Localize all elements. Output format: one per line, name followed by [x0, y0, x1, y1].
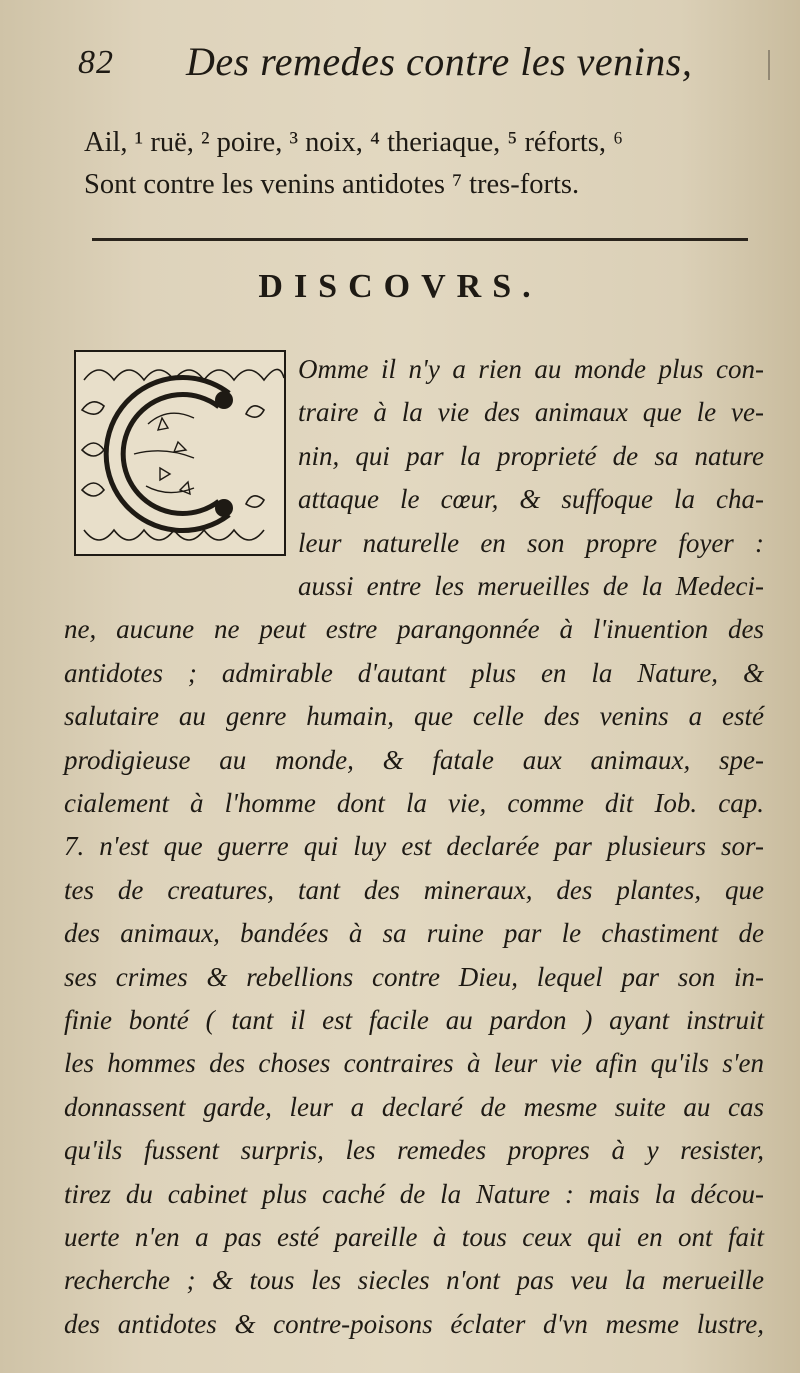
page-edge-mark [768, 50, 778, 80]
horizontal-rule [92, 238, 748, 241]
text-line: cialement à l'homme dont la vie, comme dit Iob. cap. [64, 788, 764, 818]
text-line: attaque le cœur, & suffoque la cha- [298, 484, 764, 515]
text-line: 7. n'est que guerre qui luy est declarée par plusieurs sor- [64, 831, 764, 862]
discourse-text [0, 348, 800, 1348]
section-title: DISCOVRS. [258, 268, 542, 305]
text-line: salutaire au genre humain, que celle des venins a esté [64, 701, 764, 732]
verse-line: Ail, ¹ ruë, ² poire, ³ noix, ⁴ theriaque, ⁵ réforts, ⁶ [84, 127, 624, 158]
text-line: ses crimes & rebellions contre Dieu, lequel par son in- [64, 961, 764, 992]
running-head: Des remedes contre les venins, [186, 39, 693, 84]
text-line: uerte n'en a pas esté pareille à tous ceux qui en ont fait [64, 1222, 764, 1252]
text-line: ne, aucune ne peut estre parangonnée à l'inuention des [64, 614, 764, 645]
text-line: aussi entre les merueilles de la Medeci- [298, 571, 764, 601]
text-line: prodigieuse au monde, & fatale aux animaux, spe- [64, 744, 764, 775]
verse-block [84, 122, 774, 206]
text-line: finie bonté ( tant il est facile au pardon ) ayant instruit [64, 1005, 764, 1035]
text-line: traire à la vie des animaux que le ve- [298, 397, 764, 428]
text-line: antidotes ; admirable d'autant plus en la Nature, & [64, 657, 764, 688]
text-line: qu'ils fussent surpris, les remedes propres à y resister, [64, 1135, 764, 1166]
text-line: tes de creatures, tant des mineraux, des plantes, que [64, 874, 764, 905]
text-line: des animaux, bandées à sa ruine par le chastiment de [64, 918, 764, 949]
verse-line: Sont contre les venins antidotes ⁷ tres-forts. [84, 169, 580, 200]
text-line: recherche ; & tous les siecles n'ont pas veu la merueille [64, 1265, 764, 1296]
page-header [0, 36, 800, 96]
page-number: 82 [78, 44, 114, 81]
text-line: les hommes des choses contraires à leur vie afin qu'ils s'en [64, 1048, 764, 1079]
text-line: donnassent garde, leur a declaré de mesme suite au cas [64, 1091, 764, 1122]
text-line: Omme il n'y a rien au monde plus con- [298, 354, 764, 384]
text-line: leur naturelle en son propre foyer : [298, 527, 764, 558]
text-line: tirez du cabinet plus caché de la Nature : mais la décou- [64, 1178, 764, 1209]
text-line: nin, qui par la proprieté de sa nature [298, 440, 764, 471]
text-line: des antidotes & contre-poisons éclater d'vn mesme lustre, [64, 1308, 764, 1339]
